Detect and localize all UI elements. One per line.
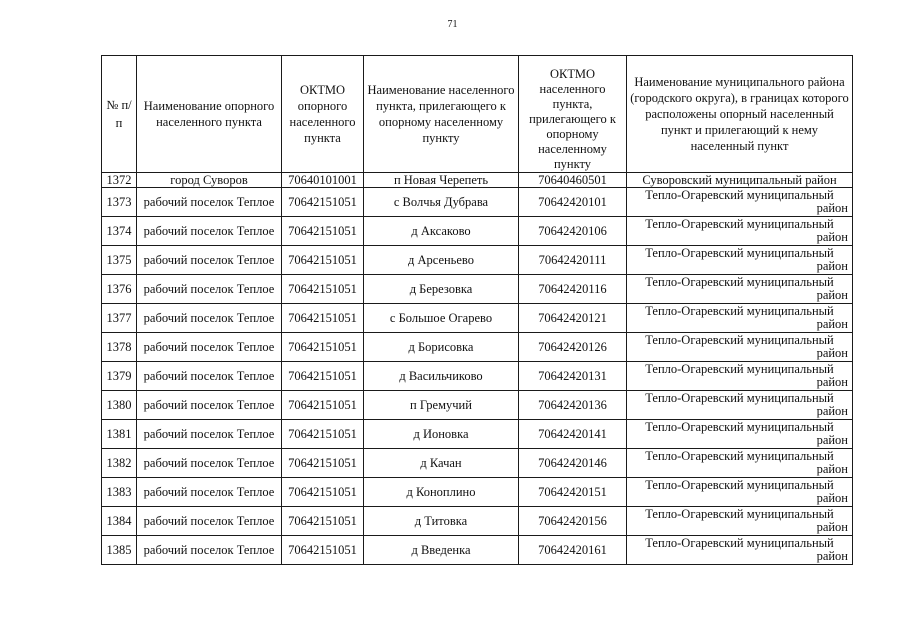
base-settlement-cell: рабочий поселок Теплое bbox=[137, 507, 282, 536]
district-name-line1: Тепло-Огаревский муниципальный bbox=[645, 217, 834, 231]
header-number: № п/п bbox=[102, 56, 137, 173]
row-number-cell: 1383 bbox=[102, 478, 137, 507]
base-oktmo-cell: 70642151051 bbox=[282, 246, 364, 275]
base-settlement-cell: рабочий поселок Теплое bbox=[137, 246, 282, 275]
base-settlement-cell: рабочий поселок Теплое bbox=[137, 333, 282, 362]
base-settlement-cell: рабочий поселок Теплое bbox=[137, 449, 282, 478]
district-cell bbox=[627, 188, 853, 217]
base-settlement-cell: рабочий поселок Теплое bbox=[137, 536, 282, 565]
district-name-line2: район bbox=[816, 520, 848, 534]
district-name-line1: Тепло-Огаревский муниципальный bbox=[645, 536, 834, 550]
adjacent-oktmo-cell: 70642420126 bbox=[519, 333, 627, 362]
row-number-cell: 1375 bbox=[102, 246, 137, 275]
row-number-cell: 1385 bbox=[102, 536, 137, 565]
row-number-cell: 1377 bbox=[102, 304, 137, 333]
district-name-line1: Тепло-Огаревский муниципальный bbox=[645, 449, 834, 463]
base-oktmo-cell: 70642151051 bbox=[282, 478, 364, 507]
adjacent-settlement-cell: д Ионовка bbox=[364, 420, 519, 449]
table-body bbox=[102, 173, 853, 565]
header-base-settlement: Наименование опорного населенного пункта bbox=[137, 56, 282, 173]
district-name-line1: Тепло-Огаревский муниципальный bbox=[645, 304, 834, 318]
district-cell bbox=[627, 217, 853, 246]
district-cell bbox=[627, 507, 853, 536]
base-oktmo-cell: 70642151051 bbox=[282, 304, 364, 333]
row-number-cell: 1381 bbox=[102, 420, 137, 449]
district-name-line2: район bbox=[816, 259, 848, 273]
district-name-line2: район bbox=[816, 317, 848, 331]
adjacent-oktmo-cell: 70640460501 bbox=[519, 173, 627, 188]
adjacent-oktmo-cell: 70642420156 bbox=[519, 507, 627, 536]
district-name-line2: район bbox=[816, 375, 848, 389]
header-adjacent-settlement: Наименование населенного пункта, прилегающего к опорному населенному пункту bbox=[364, 56, 519, 173]
district-cell bbox=[627, 333, 853, 362]
adjacent-settlement-cell: д Аксаково bbox=[364, 217, 519, 246]
row-number-cell: 1380 bbox=[102, 391, 137, 420]
base-settlement-cell: город Суворов bbox=[137, 173, 282, 188]
adjacent-settlement-cell: д Введенка bbox=[364, 536, 519, 565]
adjacent-settlement-cell: д Качан bbox=[364, 449, 519, 478]
table-row bbox=[102, 304, 853, 333]
base-oktmo-cell: 70642151051 bbox=[282, 217, 364, 246]
page-number: 71 bbox=[447, 19, 458, 30]
adjacent-oktmo-cell: 70642420151 bbox=[519, 478, 627, 507]
district-cell bbox=[627, 478, 853, 507]
table-row bbox=[102, 420, 853, 449]
table-row bbox=[102, 173, 853, 188]
district-name-line2: район bbox=[816, 230, 848, 244]
base-settlement-cell: рабочий поселок Теплое bbox=[137, 188, 282, 217]
base-settlement-cell: рабочий поселок Теплое bbox=[137, 362, 282, 391]
row-number-cell: 1384 bbox=[102, 507, 137, 536]
district-name-line1: Тепло-Огаревский муниципальный bbox=[645, 188, 834, 202]
table-row bbox=[102, 449, 853, 478]
table-header-row bbox=[102, 56, 853, 173]
row-number-cell: 1374 bbox=[102, 217, 137, 246]
header-adjacent-oktmo: ОКТМО населенного пункта, прилегающего к опорному населенному пункту bbox=[519, 56, 627, 173]
base-oktmo-cell: 70642151051 bbox=[282, 275, 364, 304]
adjacent-settlement-cell: д Березовка bbox=[364, 275, 519, 304]
row-number-cell: 1382 bbox=[102, 449, 137, 478]
row-number-cell: 1376 bbox=[102, 275, 137, 304]
header-base-oktmo: ОКТМО опорного населенного пункта bbox=[282, 56, 364, 173]
adjacent-oktmo-cell: 70642420131 bbox=[519, 362, 627, 391]
adjacent-settlement-cell: д Васильчиково bbox=[364, 362, 519, 391]
district-name-line2: район bbox=[816, 201, 848, 215]
adjacent-oktmo-cell: 70642420116 bbox=[519, 275, 627, 304]
base-oktmo-cell: 70642151051 bbox=[282, 391, 364, 420]
row-number-cell: 1372 bbox=[102, 173, 137, 188]
adjacent-settlement-cell: д Борисовка bbox=[364, 333, 519, 362]
district-cell bbox=[627, 449, 853, 478]
table-row bbox=[102, 507, 853, 536]
base-oktmo-cell: 70642151051 bbox=[282, 362, 364, 391]
table-row bbox=[102, 391, 853, 420]
district-name-line1: Тепло-Огаревский муниципальный bbox=[645, 362, 834, 376]
base-settlement-cell: рабочий поселок Теплое bbox=[137, 478, 282, 507]
base-settlement-cell: рабочий поселок Теплое bbox=[137, 304, 282, 333]
district-name-line1: Тепло-Огаревский муниципальный bbox=[645, 246, 834, 260]
district-name-line2: район bbox=[816, 288, 848, 302]
table-row bbox=[102, 275, 853, 304]
base-settlement-cell: рабочий поселок Теплое bbox=[137, 275, 282, 304]
district-cell bbox=[627, 304, 853, 333]
district-name-line2: район bbox=[816, 346, 848, 360]
base-settlement-cell: рабочий поселок Теплое bbox=[137, 420, 282, 449]
base-oktmo-cell: 70642151051 bbox=[282, 333, 364, 362]
adjacent-oktmo-cell: 70642420161 bbox=[519, 536, 627, 565]
adjacent-oktmo-cell: 70642420141 bbox=[519, 420, 627, 449]
district-name-line1: Тепло-Огаревский муниципальный bbox=[645, 391, 834, 405]
adjacent-settlement-cell: п Новая Черепеть bbox=[364, 173, 519, 188]
table-row bbox=[102, 536, 853, 565]
adjacent-settlement-cell: п Гремучий bbox=[364, 391, 519, 420]
district-name-line2: район bbox=[816, 491, 848, 505]
table-row bbox=[102, 478, 853, 507]
district-cell bbox=[627, 362, 853, 391]
adjacent-settlement-cell: с Волчья Дубрава bbox=[364, 188, 519, 217]
table-row bbox=[102, 333, 853, 362]
adjacent-oktmo-cell: 70642420136 bbox=[519, 391, 627, 420]
district-cell bbox=[627, 420, 853, 449]
table-row bbox=[102, 188, 853, 217]
adjacent-oktmo-cell: 70642420146 bbox=[519, 449, 627, 478]
base-oktmo-cell: 70642151051 bbox=[282, 420, 364, 449]
row-number-cell: 1378 bbox=[102, 333, 137, 362]
district-cell: Суворовский муниципальный район bbox=[627, 173, 853, 188]
base-settlement-cell: рабочий поселок Теплое bbox=[137, 217, 282, 246]
adjacent-settlement-cell: д Титовка bbox=[364, 507, 519, 536]
adjacent-settlement-cell: с Большое Огарево bbox=[364, 304, 519, 333]
district-cell bbox=[627, 391, 853, 420]
district-cell bbox=[627, 275, 853, 304]
district-name-line1: Тепло-Огаревский муниципальный bbox=[645, 420, 834, 434]
base-oktmo-cell: 70642151051 bbox=[282, 507, 364, 536]
district-name-line2: район bbox=[816, 462, 848, 476]
row-number-cell: 1373 bbox=[102, 188, 137, 217]
settlements-table bbox=[101, 55, 853, 565]
base-oktmo-cell: 70640101001 bbox=[282, 173, 364, 188]
adjacent-oktmo-cell: 70642420101 bbox=[519, 188, 627, 217]
district-cell bbox=[627, 536, 853, 565]
adjacent-oktmo-cell: 70642420111 bbox=[519, 246, 627, 275]
row-number-cell: 1379 bbox=[102, 362, 137, 391]
table-row bbox=[102, 362, 853, 391]
district-name-line1: Тепло-Огаревский муниципальный bbox=[645, 275, 834, 289]
base-settlement-cell: рабочий поселок Теплое bbox=[137, 391, 282, 420]
district-name-line2: район bbox=[816, 433, 848, 447]
district-name-line1: Тепло-Огаревский муниципальный bbox=[645, 507, 834, 521]
district-name-line2: район bbox=[816, 404, 848, 418]
adjacent-oktmo-cell: 70642420106 bbox=[519, 217, 627, 246]
base-oktmo-cell: 70642151051 bbox=[282, 449, 364, 478]
adjacent-settlement-cell: д Арсеньево bbox=[364, 246, 519, 275]
district-name-line1: Тепло-Огаревский муниципальный bbox=[645, 333, 834, 347]
base-oktmo-cell: 70642151051 bbox=[282, 188, 364, 217]
district-name-line1: Тепло-Огаревский муниципальный bbox=[645, 478, 834, 492]
base-oktmo-cell: 70642151051 bbox=[282, 536, 364, 565]
district-name-line2: район bbox=[816, 549, 848, 563]
adjacent-settlement-cell: д Коноплино bbox=[364, 478, 519, 507]
adjacent-oktmo-cell: 70642420121 bbox=[519, 304, 627, 333]
table-row bbox=[102, 246, 853, 275]
table-row bbox=[102, 217, 853, 246]
district-cell bbox=[627, 246, 853, 275]
header-district: Наименование муниципального района (городского округа), в границах которого расположены опорный населенный пункт и прилегающий к нему населенный пункт bbox=[627, 56, 853, 173]
